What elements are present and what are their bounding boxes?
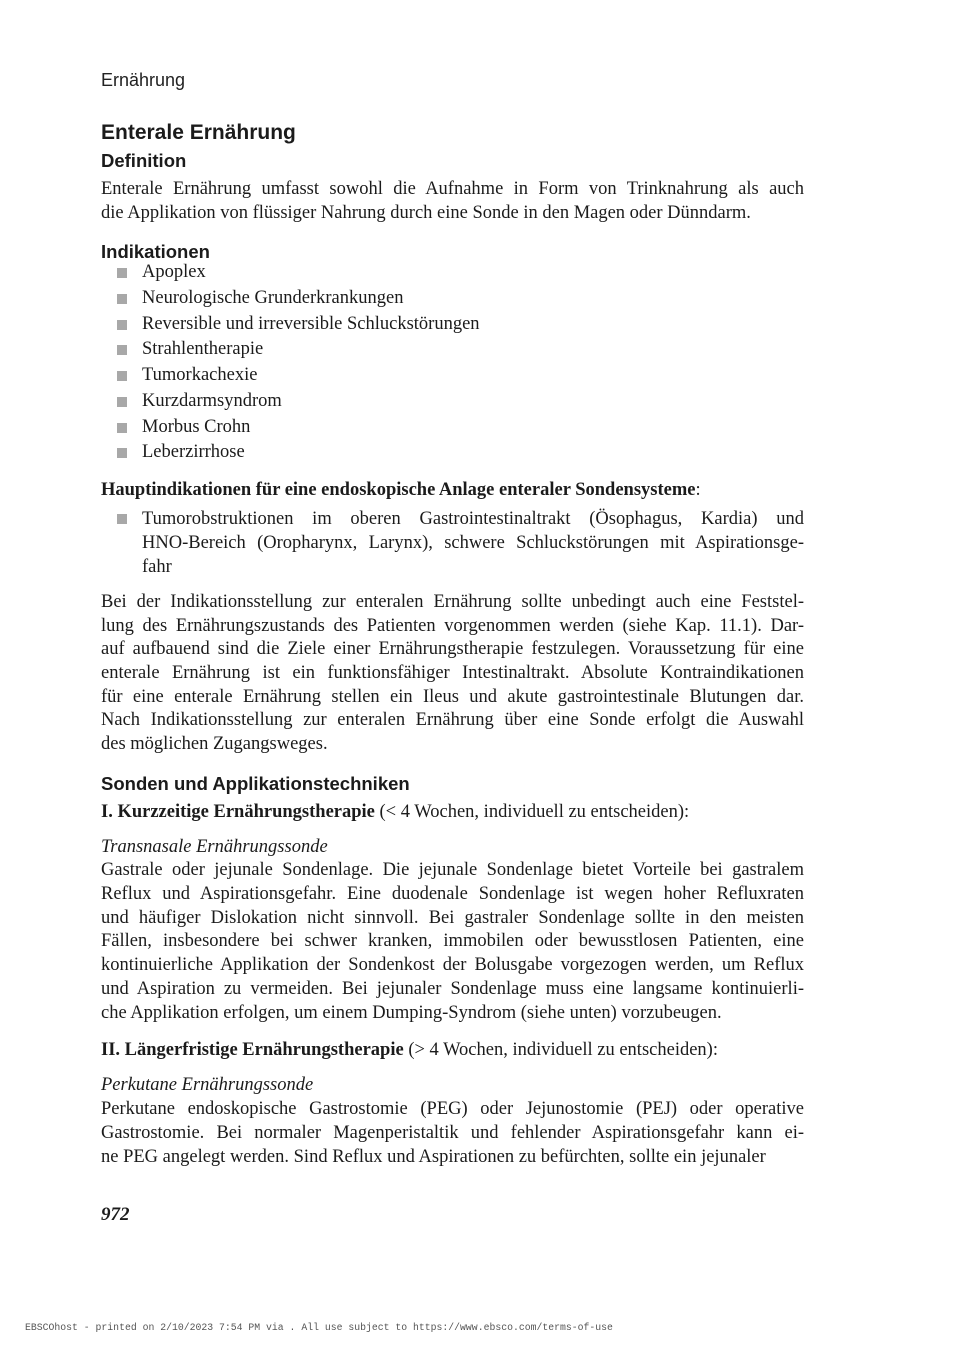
definition-paragraph	[101, 177, 804, 225]
text-line: Nach Indikationsstellung zur enteralen Ernährung über eine Sonde erfolgt die Auswahl	[101, 710, 804, 731]
kurzzeitige-therapie-title: I. Kurzzeitige Ernährungstherapie	[101, 802, 375, 822]
text-line: Fällen, insbesondere bei schwer kranken, immobilen oder bewusstlosen Patienten, eine	[101, 931, 804, 952]
hauptindikationen-heading-text: Hauptindikationen für eine endoskopische Anlage enteraler Sondensysteme	[101, 480, 696, 500]
text-line: kontinuierliche Applikation der Sondenkost der Bolusgabe vorgezogen werden, um Reflux	[101, 955, 804, 976]
kurzzeitige-therapie-label	[101, 800, 804, 824]
text-line: fahr	[142, 557, 172, 577]
bullet-square-icon	[117, 320, 127, 330]
text-line: für eine enterale Ernährung stellen ein Ileus und akute gastrointestinale Blutungen dar.	[101, 686, 804, 707]
text-line: Reflux und Aspirationsgefahr. Eine duodenale Sondenlage ist wegen hoher Refluxraten	[101, 883, 804, 904]
bullet-square-icon	[117, 371, 127, 381]
laengerfristige-therapie-note: (> 4 Wochen, individuell zu entscheiden):	[403, 1040, 718, 1060]
list-item-text: Kurzdarmsyndrom	[142, 390, 282, 411]
list-item-text: Apoplex	[142, 262, 206, 282]
list-item-text: Leberzirrhose	[142, 442, 245, 463]
list-item-text: Morbus Crohn	[142, 416, 251, 437]
text-line: enterale Ernährung ist ein funktionsfähiger Intestinaltrakt. Absolute Kontraindikationen	[101, 663, 804, 684]
text-line: Tumorobstruktionen im oberen Gastrointestinaltrakt (Ösophagus, Kardia) und	[142, 509, 804, 529]
hauptindikationen-heading	[101, 478, 804, 502]
list-item	[101, 337, 804, 363]
text-line: Bei der Indikationsstellung zur enteralen Ernährung sollte unbedingt auch eine Feststel-	[101, 592, 804, 612]
kurzzeitige-therapie-note: (< 4 Wochen, individuell zu entscheiden):	[374, 802, 690, 822]
indikation-paragraph	[101, 591, 804, 757]
laengerfristige-therapie-label	[101, 1038, 804, 1062]
text-line: des möglichen Zugangsweges.	[101, 734, 328, 755]
sonden-heading: Sonden und Applikationstechniken	[101, 773, 410, 794]
text-line: lung des Ernährungszustands des Patienten vorgenommen werden (siehe Kap. 11.1). Dar-	[101, 615, 804, 636]
bullet-square-icon	[117, 448, 127, 458]
text-line: und Aspiration zu vermeiden. Bei jejunaler Sondenlage muss eine langsame kontinuierli-	[101, 979, 804, 1000]
text-line: Gastrale oder jejunale Sondenlage. Die jejunale Sondenlage bietet Vorteile bei gastralem	[101, 860, 804, 880]
list-item-text: Neurologische Grunderkrankungen	[142, 287, 404, 308]
list-item-text: Tumorkachexie	[142, 365, 258, 385]
bullet-square-icon	[117, 345, 127, 355]
list-item-text: Strahlentherapie	[142, 339, 264, 360]
list-item	[101, 363, 804, 389]
list-item	[101, 440, 804, 466]
perkutane-sonde-paragraph	[101, 1097, 804, 1169]
perkutane-sonde-subheading: Perkutane Ernährungssonde	[101, 1075, 314, 1095]
transnasale-sonde-subheading: Transnasale Ernährungssonde	[101, 837, 328, 857]
list-item	[101, 389, 804, 415]
text-line: Gastrostomie. Bei normaler Magenperistaltik und fehlender Aspirationsgefahr kann ei-	[101, 1123, 804, 1143]
bullet-square-icon	[117, 514, 127, 524]
bullet-square-icon	[117, 294, 127, 304]
list-item	[101, 286, 804, 312]
transnasale-sonde-paragraph	[101, 859, 804, 1026]
definition-heading: Definition	[101, 150, 187, 171]
text-line: Perkutane endoskopische Gastrostomie (PEG) oder Jejunostomie (PEJ) oder operative	[101, 1099, 804, 1119]
list-item	[101, 260, 804, 286]
text-line: ne PEG angelegt werden. Sind Reflux und Aspirationen zu befürchten, sollte ein jejunaler	[101, 1147, 766, 1167]
print-footer: EBSCOhost - printed on 2/10/2023 7:54 PM via . All use subject to https://www.ebsco.com/terms-of-use	[25, 1322, 613, 1333]
page-number: 972	[101, 1204, 130, 1225]
text-line: che Applikation erfolgen, um einem Dumping-Syndrom (siehe unten) vorzubeugen.	[101, 1002, 722, 1023]
list-item-text: Reversible und irreversible Schluckstörungen	[142, 313, 480, 334]
bullet-square-icon	[117, 268, 127, 278]
list-item	[101, 415, 804, 441]
hauptindikationen-colon: :	[695, 480, 701, 500]
text-line: und häufiger Dislokation nicht sinnvoll. Bei gastraler Sondenlage sollte in den meisten	[101, 907, 804, 928]
text-line: HNO-Bereich (Oropharynx, Larynx), schwere Schluckstörungen mit Aspirationsge-	[142, 533, 804, 553]
bullet-square-icon	[117, 397, 127, 407]
running-header: Ernährung	[101, 70, 186, 90]
indikationen-list	[101, 260, 804, 466]
section-title: Enterale Ernährung	[101, 121, 296, 144]
bullet-square-icon	[117, 423, 127, 433]
text-line: die Applikation von flüssiger Nahrung durch eine Sonde in den Magen oder Dünndarm.	[101, 203, 751, 223]
text-line: auf aufbauend sind die Ziele einer Ernährungstherapie festzulegen. Voraussetzung für eine	[101, 639, 804, 660]
list-item-text	[142, 507, 804, 579]
text-line: Enterale Ernährung umfasst sowohl die Aufnahme in Form von Trinknahrung als auch	[101, 179, 804, 199]
list-item	[101, 312, 804, 338]
laengerfristige-therapie-title: II. Längerfristige Ernährungstherapie	[101, 1040, 404, 1060]
indikationen-heading: Indikationen	[101, 241, 210, 262]
